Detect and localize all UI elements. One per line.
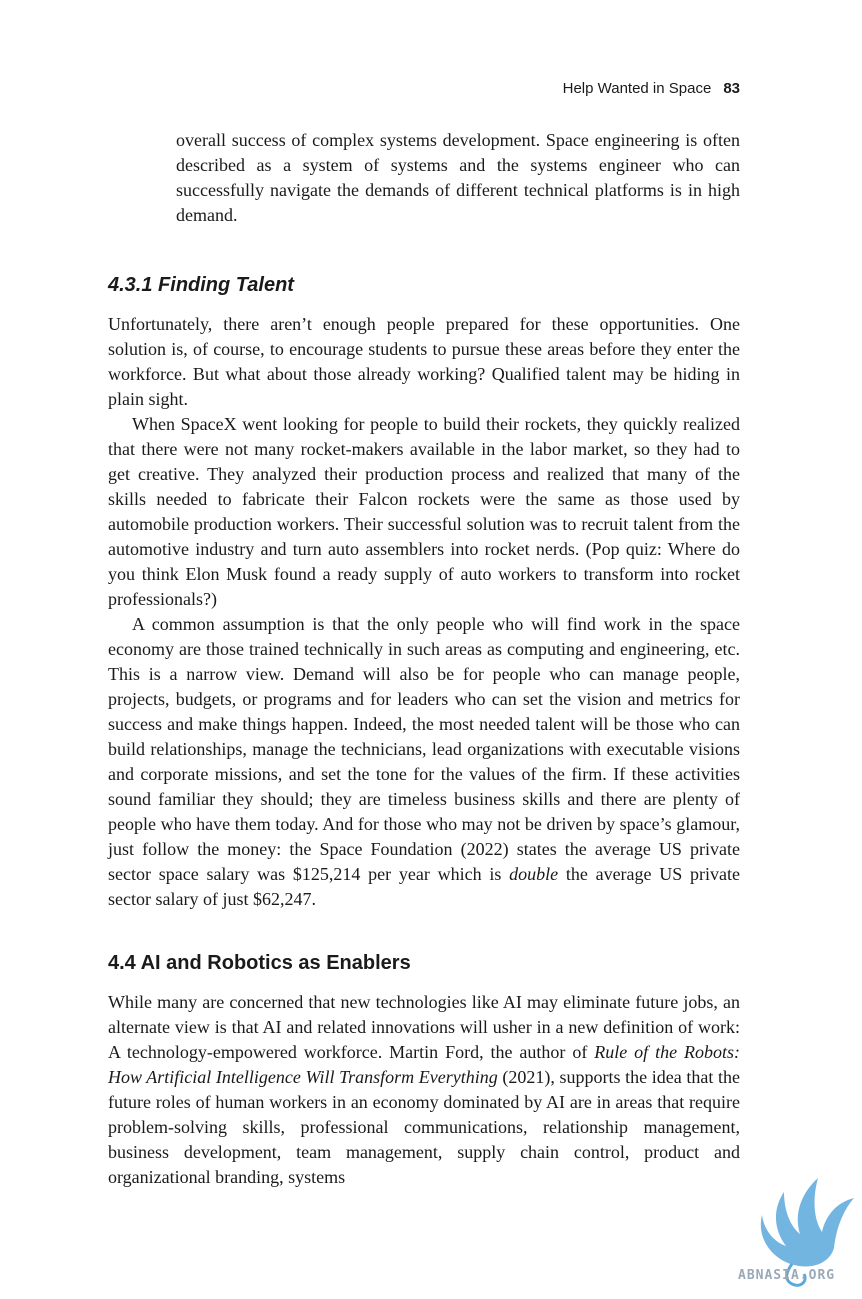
paragraph — [108, 990, 740, 1190]
intro-paragraph: overall success of complex systems development. Space engineering is often described as a system of systems and the systems engineer who can successfully navigate the demands of different technical platforms is in high demand. — [176, 130, 740, 225]
running-title: Help Wanted in Space — [562, 80, 712, 97]
paragraph: Unfortunately, there aren’t enough people prepared for these opportunities. One solution is, of course, to encourage students to pursue these areas before they enter the workforce. But what about those already working? Qualified talent may be hiding in plain sight. — [108, 314, 740, 409]
paragraph: When SpaceX went looking for people to build their rockets, they quickly realized that there were not many rocket-makers available in the labor market, so they had to get creative. They analyzed their production process and realized that many of the skills needed to fabricate their Falcon rockets were the same as those used by automobile production workers. Their successful solution was to recruit talent from the automotive industry and turn auto assemblers into rocket nerds. (Pop quiz: Where do you think Elon Musk found a ready supply of auto workers to transform into rocket professionals?) — [108, 414, 740, 609]
book-title: Rule of the Robots: How Artificial Intelligence Will Transform Everything — [108, 1042, 740, 1087]
paragraph-text: (2021), supports the idea that the future roles of human workers in an economy dominated by AI are in areas that require problem-solving skills, professional communications, relationship management, business development, team management, supply chain control, product and organizational branding, systems — [108, 1067, 741, 1187]
paragraph-text: A common assumption is that the only people who will find work in the space economy are those trained technically in such areas as computing and engineering, etc. This is a narrow view. Demand will also be for people who can manage people, projects, budgets, or programs and for leaders who can set the vision and metrics for success and make things happen. Indeed, the most needed talent will be those who can build relationships, manage the technicians, lead organizations with executable visions and corporate missions, and set the tone for the values of the firm. If these activities sound familiar they should; they are timeless business skills and there are plenty of people who have them today. And for those who may not be driven by space’s glamour, just follow the money: the Space Foundation (2022) states the average US private sector space salary was $125,214 per year which is — [108, 614, 740, 884]
emphasis-text: double — [509, 864, 559, 884]
watermark-text: ABNASIA.ORG — [738, 1268, 836, 1283]
page-number: 83 — [723, 80, 740, 97]
page-content — [108, 128, 740, 1190]
paragraph-text: While many are concerned that new technologies like AI may eliminate future jobs, an alternate view is that AI and related innovations will usher in a new definition of work: A technology-empowered workforce. Martin Ford, the author of — [108, 992, 740, 1062]
section-heading-4-4: 4.4 AI and Robotics as Enablers — [108, 952, 411, 974]
running-head — [108, 80, 740, 97]
paragraph — [108, 612, 740, 912]
paragraph-text: the average US private sector salary of just $62,247. — [108, 864, 741, 909]
section-heading-4-3-1: 4.3.1 Finding Talent — [108, 274, 294, 296]
